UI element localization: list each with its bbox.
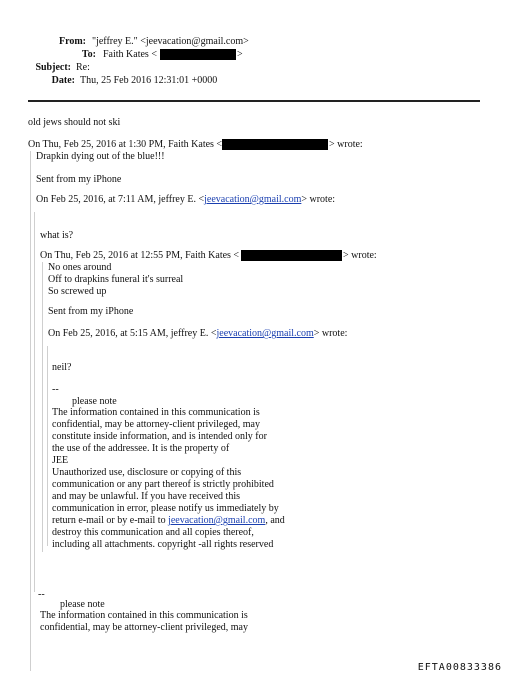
signature-line: JEE (52, 455, 69, 466)
quote4-text: neil? (52, 362, 72, 373)
email-link[interactable]: jeevacation@gmail.com (204, 194, 302, 205)
subject-value: Re: (76, 62, 90, 73)
quote4-attribution: On Feb 25, 2016, at 5:15 AM, jeffrey E. <jeevacation@gmail.com> wrote: (48, 328, 348, 339)
header-divider (28, 100, 480, 102)
signature-line: return e-mail or by e-mail to jeevacation@gmail.com, and (52, 515, 285, 526)
to-label: To: (81, 49, 96, 60)
signature-line: confidential, may be attorney-client privileged, may (52, 419, 260, 430)
quote3-sent: Sent from my iPhone (48, 306, 134, 317)
quote2-text: what is? (40, 230, 74, 241)
from-value: "jeffrey E." <jeevacation@gmail.com> (92, 36, 249, 47)
email-link[interactable]: jeevacation@gmail.com (216, 328, 314, 339)
redaction-box (222, 139, 328, 150)
signature-block (52, 407, 285, 551)
date-value: Thu, 25 Feb 2016 12:31:01 +0000 (80, 75, 218, 86)
quote-bar-2 (34, 212, 35, 592)
redaction-box (241, 250, 342, 261)
signature-line: confidential, may be attorney-client privileged, may (40, 622, 248, 633)
quote3-attribution-end: > wrote: (343, 250, 377, 261)
signature-line: constitute inside information, and is intended only for (52, 431, 267, 442)
date-label: Date: (51, 75, 75, 86)
signature-line: Unauthorized use, disclosure or copying of this (52, 467, 242, 478)
message-text: old jews should not ski (28, 117, 121, 128)
signature-line: including all attachments. copyright -all rights reserved (52, 539, 274, 550)
bottom-signature-block (40, 610, 248, 634)
email-link[interactable]: jeevacation@gmail.com (168, 515, 266, 526)
from-label: From: (58, 36, 86, 47)
signature-line: The information contained in this communication is (40, 610, 248, 621)
signature-line: destroy this communication and all copies thereof, (52, 527, 254, 538)
quote2-attribution: On Feb 25, 2016, at 7:11 AM, jeffrey E. <jeevacation@gmail.com> wrote: (36, 194, 336, 205)
quote-bar-1 (30, 151, 31, 671)
quote1-attribution: On Thu, Feb 25, 2016 at 1:30 PM, Faith Kates < (28, 139, 223, 150)
signature-line: the use of the addressee. It is the property of (52, 443, 230, 454)
subject-label: Subject: (35, 62, 71, 73)
signature-note: please note (72, 396, 117, 407)
bottom-signature-note: please note (60, 599, 105, 610)
quote3-lines (48, 262, 183, 298)
signature-line: communication in error, please notify us immediately by (52, 503, 279, 514)
signature-dash: -- (52, 384, 59, 395)
quote3-line: So screwed up (48, 286, 107, 297)
quote3-line: No ones around (48, 262, 112, 273)
quote1-attribution-end: > wrote: (329, 139, 363, 150)
signature-line: and may be unlawful. If you have received this (52, 491, 240, 502)
document-id: EFTA00833386 (417, 662, 502, 673)
to-value: Faith Kates < (103, 49, 157, 60)
quote3-attribution: On Thu, Feb 25, 2016 at 12:55 PM, Faith Kates < (40, 250, 240, 261)
to-close: > (237, 49, 243, 60)
quote1-text: Drapkin dying out of the blue!!! (36, 151, 165, 162)
quote-bar-3 (42, 262, 43, 552)
bottom-signature-dash: -- (38, 589, 45, 600)
quote-bar-4 (47, 346, 48, 546)
signature-line: communication or any part thereof is strictly prohibited (52, 479, 274, 490)
quote3-line: Off to drapkins funeral it's surreal (48, 274, 184, 285)
redaction-box (160, 49, 236, 60)
quote1-sent: Sent from my iPhone (36, 174, 122, 185)
signature-line: The information contained in this communication is (52, 407, 260, 418)
